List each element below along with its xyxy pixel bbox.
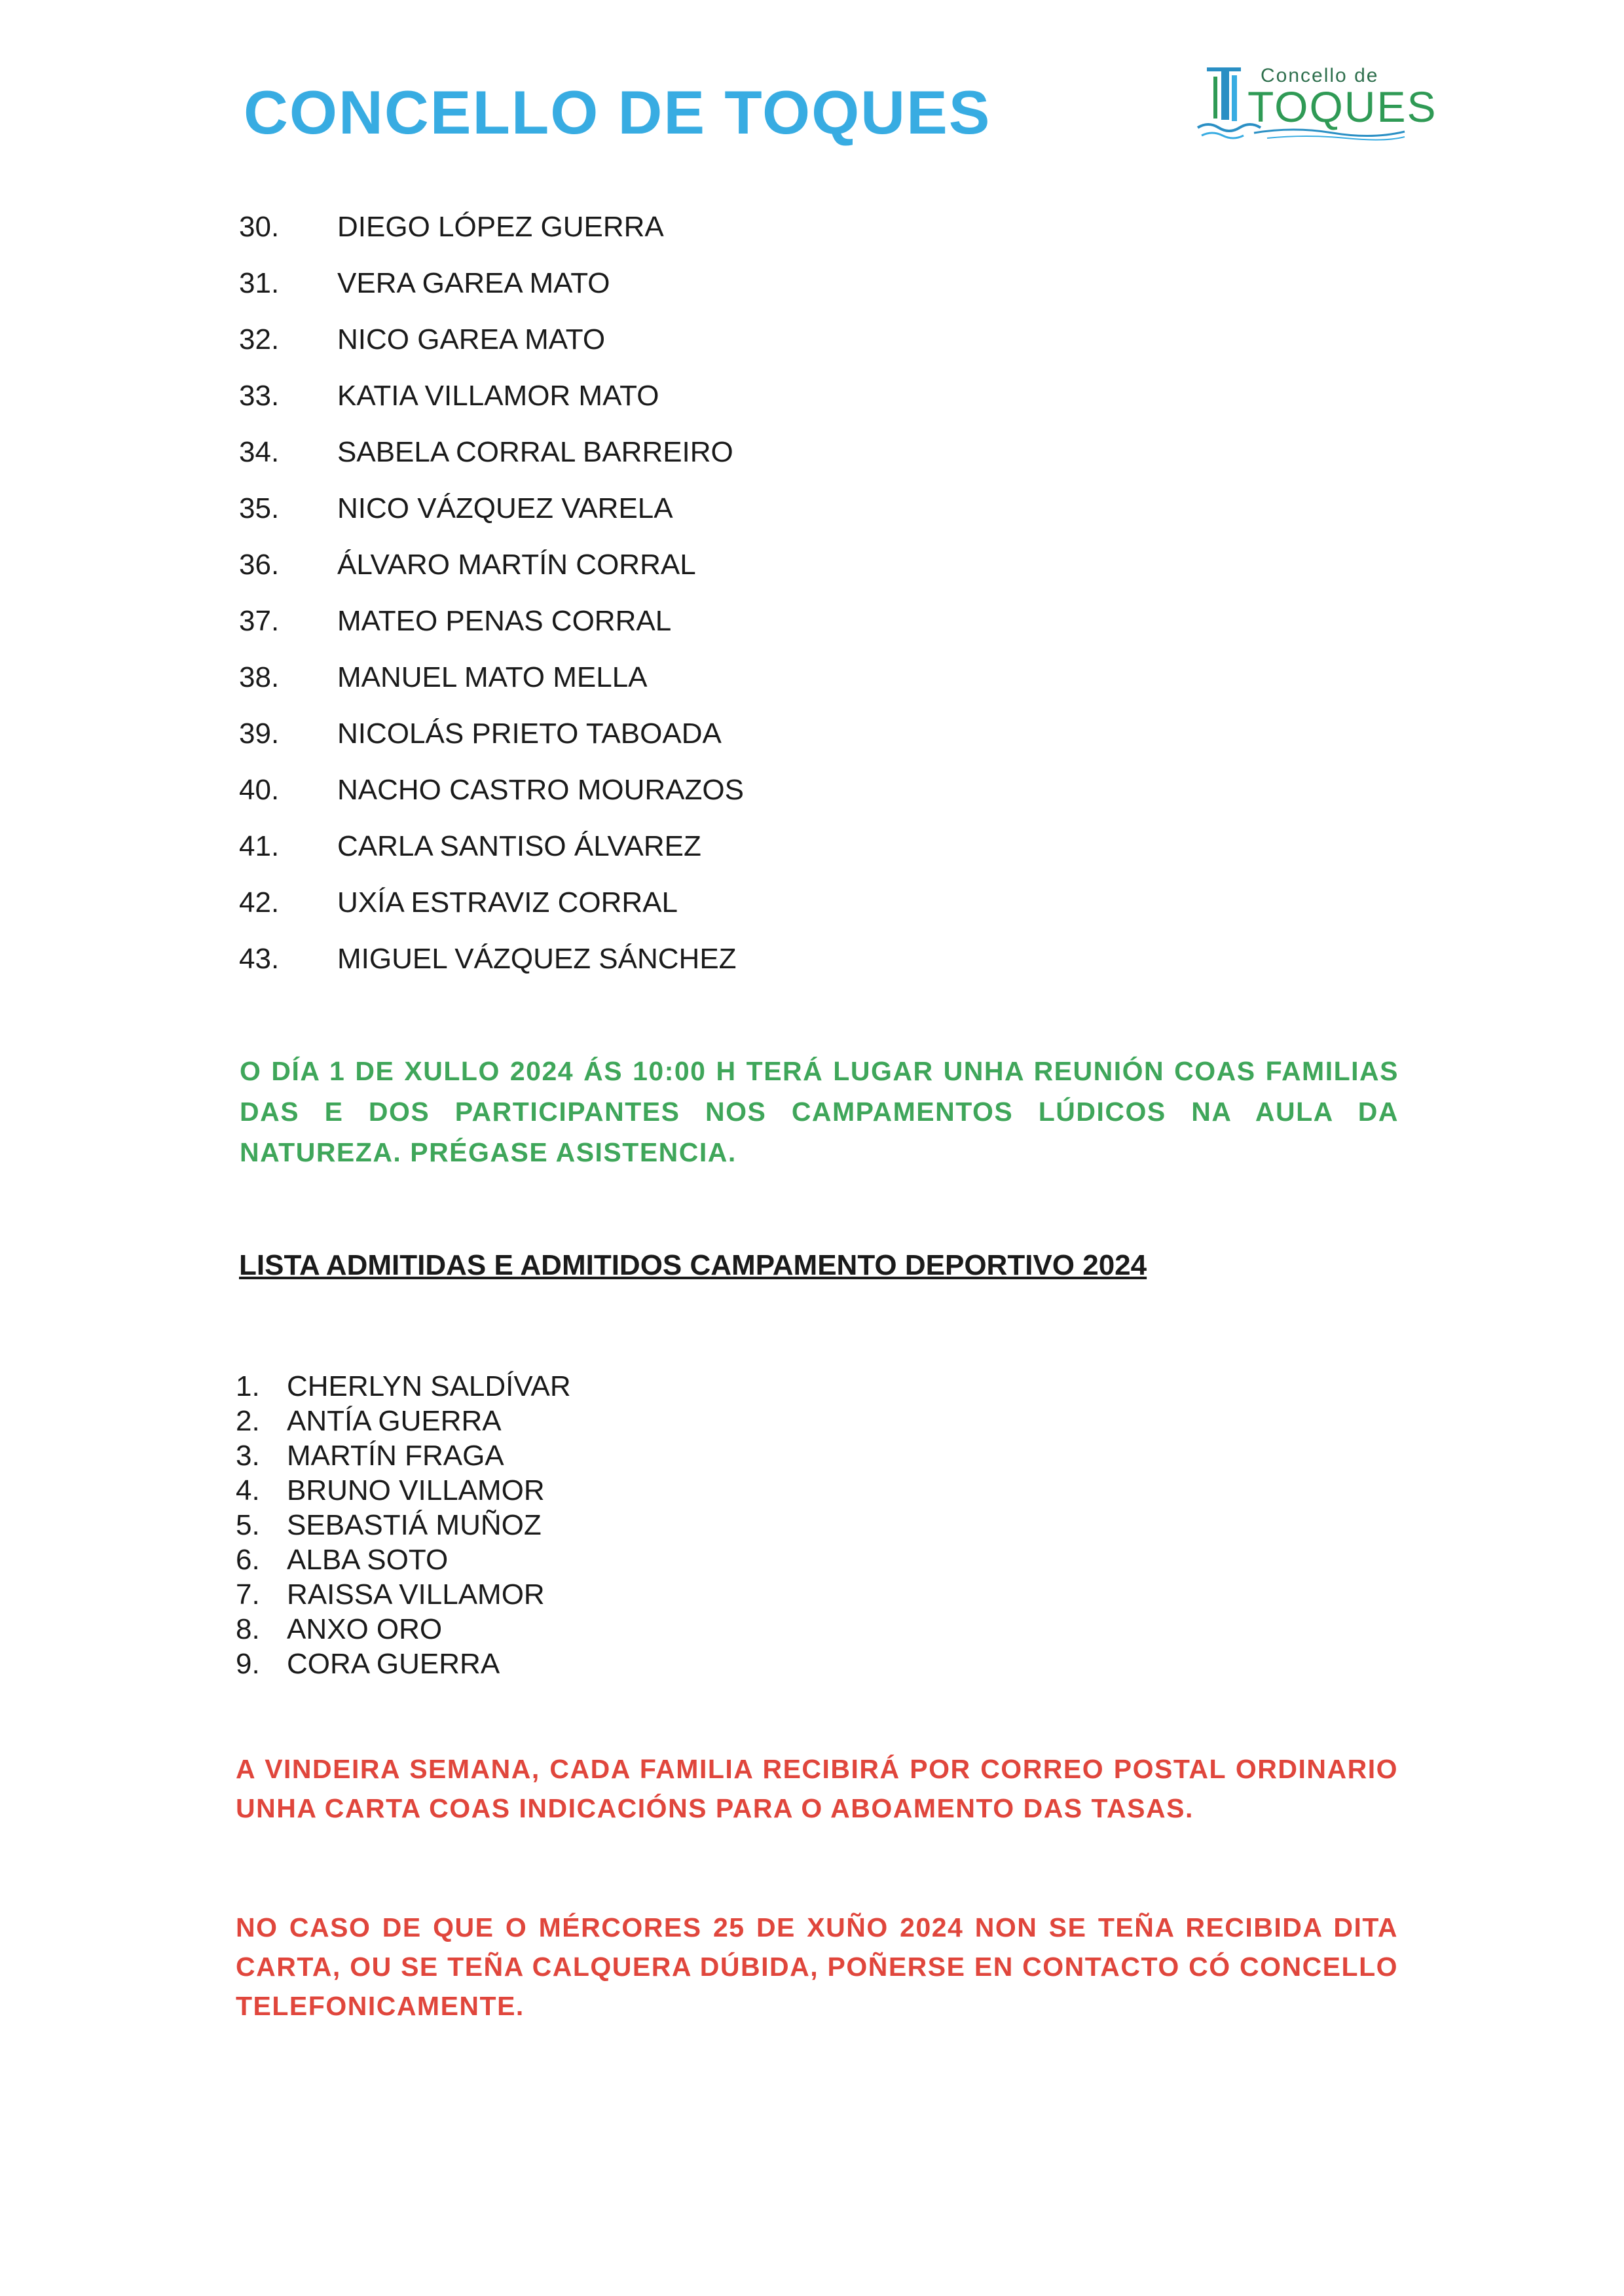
participants-list [239,211,744,999]
list-item [236,1405,571,1440]
payment-notice: A VINDEIRA SEMANA, CADA FAMILIA RECIBIRÁ POR CORREO POSTAL ORDINARIO UNHA CARTA COAS INDICACIÓNS PARA O ABOAMENTO DAS TASAS. [236,1754,1398,1823]
list-item [239,718,744,774]
item-name: ÁLVARO MARTÍN CORRAL [337,549,696,581]
item-number: 32. [239,323,280,355]
item-name: SEBASTIÁ MUÑOZ [287,1509,542,1541]
list-item [239,605,744,661]
item-number: 3. [236,1440,260,1472]
list-item [239,380,744,436]
list-item [236,1440,571,1474]
item-number: 2. [236,1405,260,1437]
item-number: 5. [236,1509,260,1541]
item-name: DIEGO LÓPEZ GUERRA [337,211,664,243]
item-number: 33. [239,380,280,412]
item-name: MIGUEL VÁZQUEZ SÁNCHEZ [337,943,737,975]
list-item [236,1578,571,1613]
item-name: NICOLÁS PRIETO TABOADA [337,718,722,750]
item-number: 41. [239,830,280,862]
item-name: UXÍA ESTRAVIZ CORRAL [337,886,678,919]
item-name: MANUEL MATO MELLA [337,661,648,693]
list-item [239,661,744,718]
item-number: 30. [239,211,280,243]
item-number: 31. [239,267,280,299]
page-title: CONCELLO DE TOQUES [244,78,991,147]
item-number: 34. [239,436,280,468]
logo-subtitle: Concello de [1261,65,1379,86]
list-item [239,943,744,999]
list-item [239,549,744,605]
item-name: BRUNO VILLAMOR [287,1474,545,1506]
item-number: 7. [236,1578,260,1611]
item-name: CORA GUERRA [287,1648,500,1680]
item-name: KATIA VILLAMOR MATO [337,380,659,412]
list-item [239,774,744,830]
item-name: ALBA SOTO [287,1544,449,1576]
item-number: 6. [236,1544,260,1576]
item-number: 40. [239,774,280,806]
item-name: NACHO CASTRO MOURAZOS [337,774,744,806]
logo-name: TOQUES [1247,82,1437,131]
meeting-notice: O DÍA 1 DE XULLO 2024 ÁS 10:00 H TERÁ LUGAR UNHA REUNIÓN COAS FAMILIAS DAS E DOS PARTICIPANTES NOS CAMPAMENTOS LÚDICOS NA AULA DA NATUREZA. PRÉGASE ASISTENCIA. [240,1056,1399,1167]
item-name: ANXO ORO [287,1613,443,1645]
item-number: 1. [236,1370,260,1402]
sport-camp-list [236,1370,571,1683]
item-name: NICO GAREA MATO [337,323,606,355]
item-number: 36. [239,549,280,581]
list-item [239,830,744,886]
item-name: SABELA CORRAL BARREIRO [337,436,733,468]
item-number: 42. [239,886,280,919]
list-item [239,436,744,492]
item-number: 38. [239,661,280,693]
list-item [239,267,744,323]
concello-logo [1195,62,1437,147]
item-name: MATEO PENAS CORRAL [337,605,672,637]
list-item [236,1613,571,1648]
list-item [236,1370,571,1405]
list-item [239,323,744,380]
item-name: CARLA SANTISO ÁLVAREZ [337,830,701,862]
list-item [239,492,744,549]
list-item [236,1544,571,1578]
section-heading: LISTA ADMITIDAS E ADMITIDOS CAMPAMENTO DEPORTIVO 2024 [239,1249,1147,1281]
list-item [239,886,744,943]
contact-notice: NO CASO DE QUE O MÉRCORES 25 DE XUÑO 2024 NON SE TEÑA RECIBIDA DITA CARTA, OU SE TEÑA CALQUERA DÚBIDA, POÑERSE EN CONTACTO CÓ CONCELLO TELEFONICAMENTE. [236,1912,1398,2021]
list-item [236,1648,571,1683]
item-number: 43. [239,943,280,975]
item-name: RAISSA VILLAMOR [287,1578,545,1611]
list-item [236,1474,571,1509]
item-name: ANTÍA GUERRA [287,1405,502,1437]
item-name: CHERLYN SALDÍVAR [287,1370,571,1402]
list-item [239,211,744,267]
item-number: 4. [236,1474,260,1506]
item-number: 37. [239,605,280,637]
item-name: MARTÍN FRAGA [287,1440,504,1472]
item-number: 35. [239,492,280,524]
item-name: NICO VÁZQUEZ VARELA [337,492,673,524]
item-number: 9. [236,1648,260,1680]
item-number: 8. [236,1613,260,1645]
item-number: 39. [239,718,280,750]
list-item [236,1509,571,1544]
item-name: VERA GAREA MATO [337,267,610,299]
